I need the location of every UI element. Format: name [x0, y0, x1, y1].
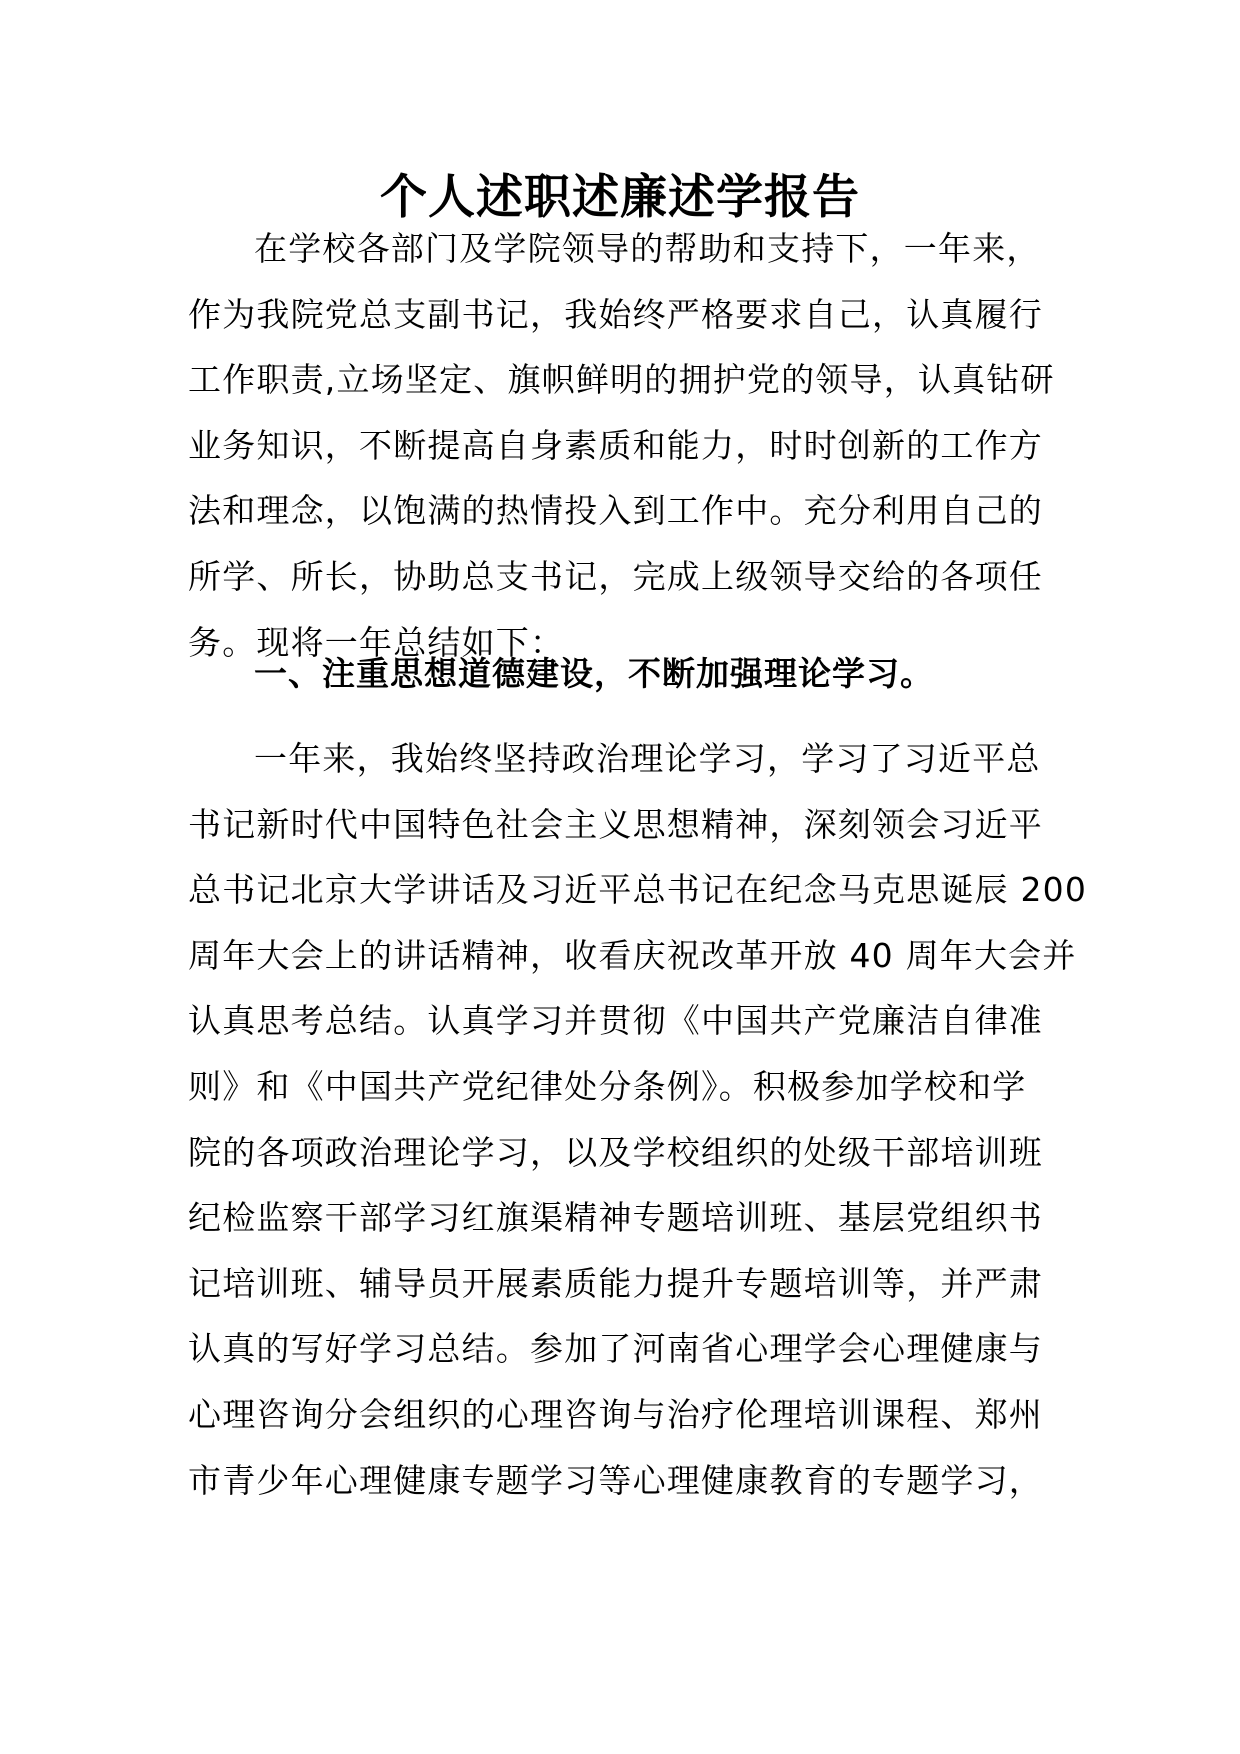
document-title: 个人述职述廉述学报告	[380, 170, 860, 225]
intro-paragraph	[188, 216, 1068, 675]
text-line: 法和理念，以饱满的热情投入到工作中。充分利用自己的	[188, 491, 1043, 531]
section-1-heading: 一、注重思想道德建设，不断加强理论学习。	[254, 654, 934, 693]
text-line: 作为我院党总支副书记，我始终严格要求自己，认真履行	[188, 294, 1043, 334]
section-1-paragraph	[188, 726, 1088, 1513]
text-line: 务。现将一年总结如下：	[188, 622, 565, 662]
text-line: 业务知识，不断提高自身素质和能力，时时创新的工作方	[188, 425, 1043, 465]
text-line: 总书记北京大学讲话及习近平总书记在纪念马克思诞辰 200	[188, 870, 1088, 910]
text-line: 纪检监察干部学习红旗渠精神专题培训班、基层党组织书	[188, 1198, 1043, 1238]
text-line: 记培训班、辅导员开展素质能力提升专题培训等，并严肃	[188, 1263, 1043, 1303]
text-line: 一年来，我始终坚持政治理论学习，学习了习近平总	[254, 739, 1041, 778]
text-line: 书记新时代中国特色社会主义思想精神，深刻领会习近平	[188, 804, 1043, 844]
text-line: 在学校各部门及学院领导的帮助和支持下，一年来，	[254, 229, 1041, 268]
text-line: 心理咨询分会组织的心理咨询与治疗伦理培训课程、郑州	[188, 1394, 1043, 1434]
text-line: 所学、所长，协助总支书记，完成上级领导交给的各项任	[188, 556, 1043, 596]
text-line: 院的各项政治理论学习，以及学校组织的处级干部培训班	[188, 1132, 1043, 1172]
text-line: 工作职责,立场坚定、旗帜鲜明的拥护党的领导，认真钻研	[188, 360, 1055, 400]
text-line: 认真思考总结。认真学习并贯彻《中国共产党廉洁自律准	[188, 1001, 1043, 1041]
text-line: 周年大会上的讲话精神，收看庆祝改革开放 40 周年大会并	[188, 935, 1077, 975]
text-line: 认真的写好学习总结。参加了河南省心理学会心理健康与	[188, 1329, 1043, 1369]
text-line: 市青少年心理健康专题学习等心理健康教育的专题学习，	[188, 1460, 1043, 1500]
section-1-heading-block	[188, 641, 1068, 707]
text-line: 则》和《中国共产党纪律处分条例》。积极参加学校和学	[188, 1066, 1027, 1106]
